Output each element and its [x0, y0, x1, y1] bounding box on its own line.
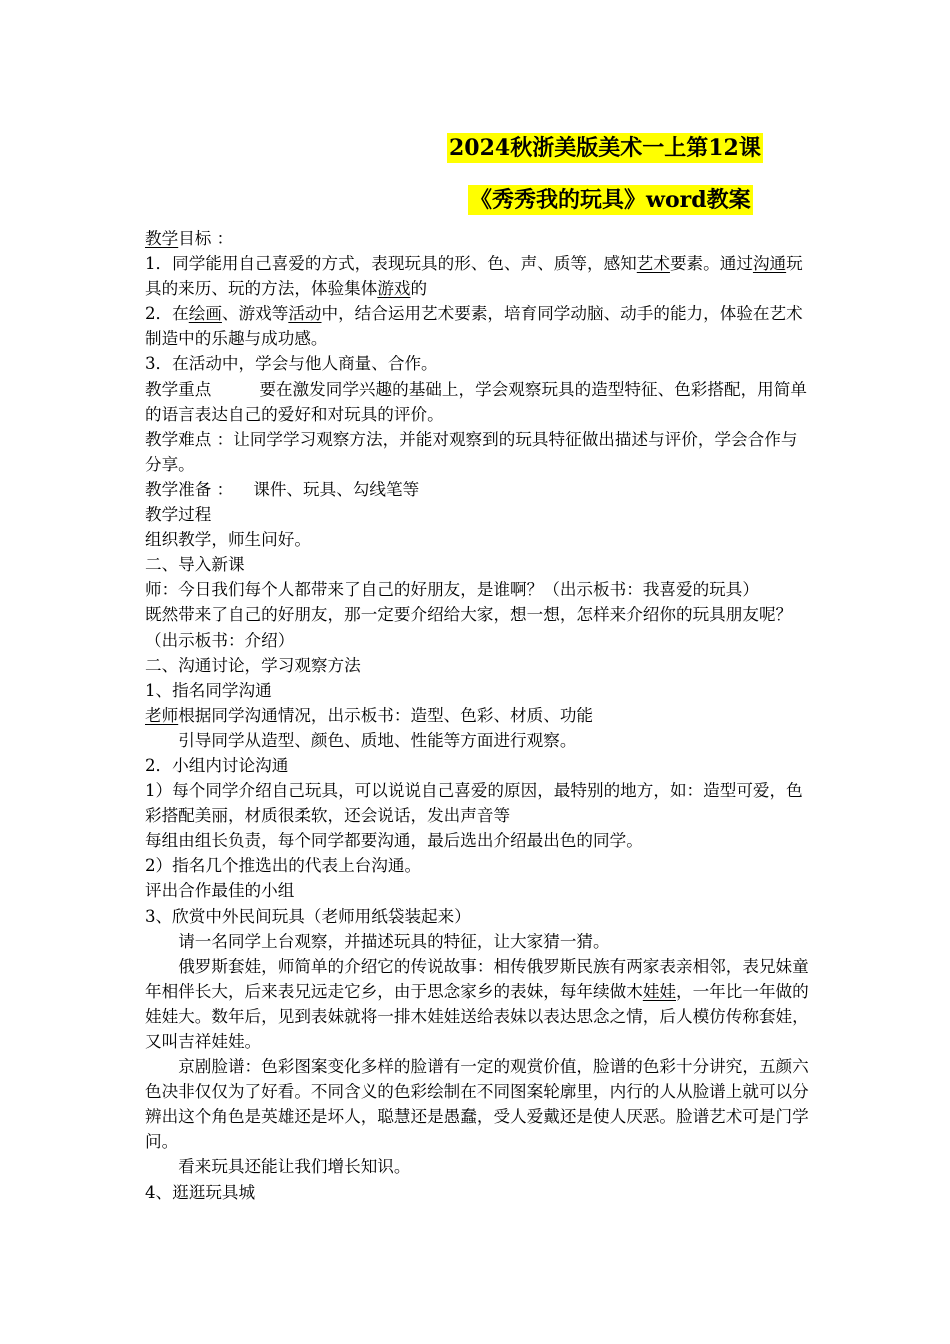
- sub-heading: 4、逛逛玩具城: [145, 1182, 256, 1202]
- paragraph: 组织教学，师生问好。: [145, 530, 311, 550]
- link-teacher[interactable]: 老师: [145, 705, 179, 725]
- difficult-points: 教学难点 ：让同学学习观察方法，并能对观察到的玩具特征做出描述与评价，学会合作与分享。: [145, 429, 798, 474]
- link-activity[interactable]: 活动: [288, 304, 322, 324]
- goal-2: 2．在绘画、游戏等活动中，结合运用艺术要素，培育同学动脑、动手的能力，体验在艺术制造中的乐趣与成功感。: [145, 304, 803, 349]
- paragraph: 请一名同学上台观察，并描述玩具的特征，让大家猜一猜。: [178, 931, 610, 951]
- sub-heading: 3、欣赏中外民间玩具（老师用纸袋装起来）: [145, 906, 471, 926]
- sub-heading: 1、指名同学沟通: [145, 680, 272, 700]
- paragraph: 引导同学从造型、颜色、质地、性能等方面进行观察。: [178, 730, 577, 750]
- paragraph: 俄罗斯套娃，师简单的介绍它的传说故事：相传俄罗斯民族有两家表亲相邻，表兄妹童年相伴长大，后来表兄远走它乡，由于思念家乡的表妹，每年续做木娃娃，一年比一年做的娃娃大。数年后，见到表妹就将一排木娃娃送给表妹以表达思念之情，后人模仿传称套娃，又叫吉祥娃娃。: [145, 956, 809, 1051]
- section-heading: 二、沟通讨论，学习观察方法: [145, 655, 361, 675]
- link-communicate[interactable]: 沟通: [752, 254, 787, 274]
- goal-heading: 教学目标 ：: [145, 229, 234, 248]
- paragraph: 既然带来了自己的好朋友，那一定要介绍给大家，想一想，怎样来介绍你的玩具朋友呢？（出示板书：介绍）: [145, 605, 793, 650]
- sub-heading: 2．小组内讨论沟通: [145, 755, 289, 775]
- paragraph: 每组由组长负责，每个同学都要沟通，最后选出介绍最出色的同学。: [145, 831, 643, 851]
- goal-3: 3．在活动中，学会与他人商量、合作。: [145, 354, 438, 374]
- title-line-1: 2024秋浙美版美术一上第12课: [449, 135, 761, 161]
- paragraph: 评出合作最佳的小组: [145, 881, 295, 901]
- link-game[interactable]: 游戏: [377, 279, 411, 299]
- paragraph: 京剧脸谱：色彩图案变化多样的脸谱有一定的观赏价值，脸谱的色彩十分讲究，五颜六色决非仅仅为了好看。不同含义的色彩绘制在不同图案轮廓里，内行的人从脸谱上就可以分辨出这个角色是英雄还是坏人，聪慧还是愚蠢，受人爱戴还是使人厌恶。脸谱艺术可是门学问。: [145, 1057, 809, 1152]
- preparation: 教学准备 ： 课件、玩具、勾线笔等: [145, 479, 420, 499]
- link-painting[interactable]: 绘画: [188, 304, 222, 324]
- link-doll[interactable]: 娃娃: [642, 981, 676, 1001]
- title-line-2: 《秀秀我的玩具》word教案: [470, 187, 751, 213]
- link-art[interactable]: 艺术: [636, 254, 670, 274]
- key-points: 教学重点 要在激发同学兴趣的基础上，学会观察玩具的造型特征、色彩搭配，用简单的语言表达自己的爱好和对玩具的评价。: [145, 379, 807, 424]
- paragraph: 看来玩具还能让我们增长知识。: [178, 1157, 411, 1177]
- paragraph: 老师根据同学沟通情况，出示板书：造型、色彩、材质、功能: [145, 705, 594, 725]
- section-heading: 二、导入新课: [145, 555, 245, 575]
- paragraph: 2）指名几个推选出的代表上台沟通。: [145, 856, 422, 876]
- link-teaching[interactable]: 教学: [145, 229, 179, 248]
- paragraph: 1）每个同学介绍自己玩具，可以说说自己喜爱的原因，最特别的地方，如：造型可爱，色彩搭配美丽，材质很柔软，还会说话，发出声音等: [145, 781, 803, 826]
- process-heading: 教学过程: [145, 505, 212, 525]
- paragraph: 师：今日我们每个人都带来了自己的好朋友，是谁啊？（出示板书：我喜爱的玩具）: [145, 580, 759, 600]
- document-body: [145, 226, 810, 1205]
- goal-1: 1．同学能用自己喜爱的方式，表现玩具的形、色、声、质等，感知艺术要素。通过沟通玩具的来历、玩的方法，体验集体游戏的: [145, 254, 803, 299]
